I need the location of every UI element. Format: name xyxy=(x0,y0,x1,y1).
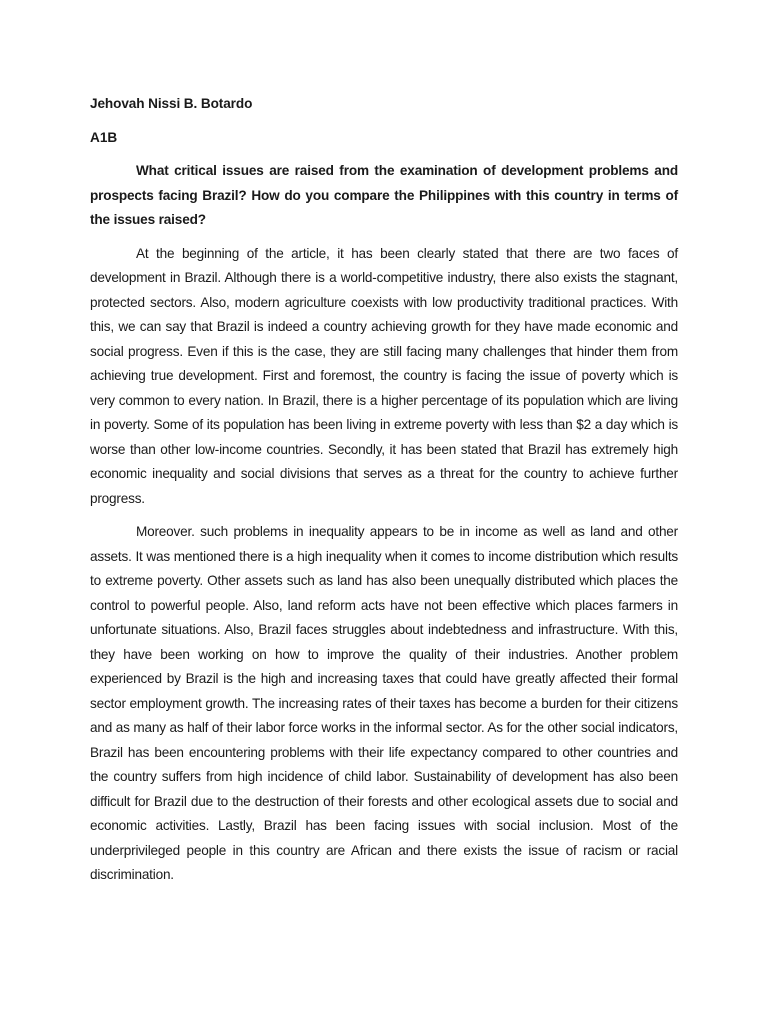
body-paragraph-2: Moreover. such problems in inequality appears to be in income as well as land and other assets. It was mentioned there is a high inequality when it comes to income distribution which results to extreme poverty. Other assets such as land has also been unequally distributed which places the control to powerful people. Also, land reform acts have not been effective which places farmers in unfortunate situations. Also, Brazil faces struggles about indebtedness and infrastructure. With this, they have been working on how to improve the quality of their industries. Another problem experienced by Brazil is the high and increasing taxes that could have greatly affected their formal sector employment growth. The increasing rates of their taxes has become a burden for their citizens and as many as half of their labor force works in the informal sector. As for the other social indicators, Brazil has been encountering problems with their life expectancy compared to other countries and the country suffers from high incidence of child labor. Sustainability of development has also been difficult for Brazil due to the destruction of their forests and other ecological assets due to social and economic activities. Lastly, Brazil has been facing issues with social inclusion. Most of the underprivileged people in this country are African and there exists the issue of racism or racial discrimination. xyxy=(90,524,678,882)
author-name: Jehovah Nissi B. Botardo xyxy=(90,96,253,111)
essay-question: What critical issues are raised from the examination of development problems and prospects facing Brazil? How do you compare the Philippines with this country in terms of the issues raised? xyxy=(90,163,678,227)
body-paragraph-1: At the beginning of the article, it has been clearly stated that there are two faces of development in Brazil. Although there is a world-competitive industry, there also exists the stagnant, protected sectors. Also, modern agriculture coexists with low productivity traditional practices. With this, we can say that Brazil is indeed a country achieving growth for they have made economic and social progress. Even if this is the case, they are still facing many challenges that hinder them from achieving true development. First and foremost, the country is facing the issue of poverty which is very common to every nation. In Brazil, there is a higher percentage of its population which are living in poverty. Some of its population has been living in extreme poverty with less than $2 a day which is worse than other low-income countries. Secondly, it has been stated that Brazil has extremely high economic inequality and social divisions that serves as a threat for the country to achieve further progress. xyxy=(90,245,678,506)
section-code: A1B xyxy=(90,129,118,145)
